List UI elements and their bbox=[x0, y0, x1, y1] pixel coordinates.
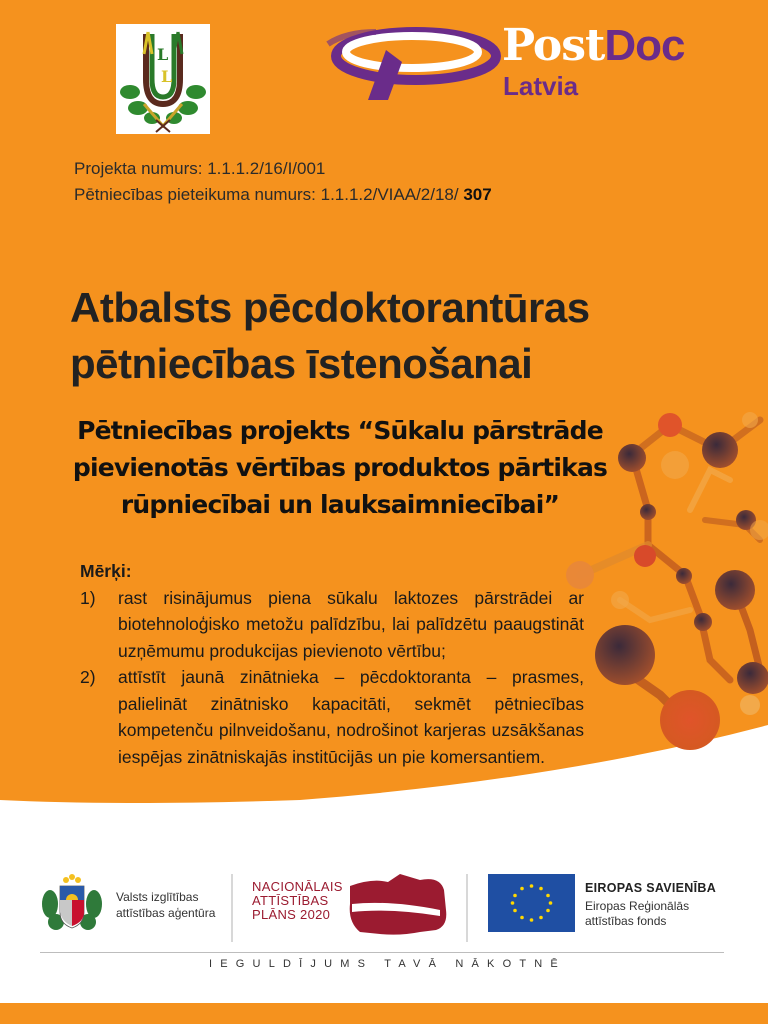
project-number: Projekta numurs: 1.1.1.2/16/I/001 bbox=[74, 159, 326, 178]
bottom-orange-stripe bbox=[0, 1003, 768, 1024]
eu-fund-label: Eiropas Reģionālās attīstības fonds bbox=[585, 899, 690, 928]
postdoc-doc: Doc bbox=[604, 21, 685, 70]
project-subtitle: Pētniecības projekts “Sūkalu pārstrāde pievienotās vērtības produktos pārtikas rūpniecībai un lauksaimniecībai” bbox=[72, 416, 608, 519]
goals-heading: Mērķi: bbox=[80, 561, 132, 581]
eu-title: EIROPAS SAVIENĪBA bbox=[585, 881, 717, 895]
page-title: Atbalsts pēcdoktorantūras pētniecības īstenošanai bbox=[70, 284, 590, 387]
slogan: IEGULDĪJUMS TAVĀ NĀKOTNĒ bbox=[209, 958, 566, 970]
eu-flag-icon bbox=[488, 874, 575, 932]
goal-item: 1) rast risinājumus piena sūkalu laktozes pārstrādei ar biotehnoloģisko metožu palīdzību, lai palīdzētu paaugstināt uzņēmumu produkcijas pievienoto vērtību; bbox=[80, 587, 584, 661]
postdoc-wordmark bbox=[502, 22, 684, 70]
application-number: Pētniecības pieteikuma numurs: 1.1.1.2/VIAA/2/18/ 307 bbox=[74, 185, 492, 204]
application-number-bold: 307 bbox=[463, 185, 492, 204]
llu-logo bbox=[116, 24, 210, 134]
viaa-label: Valsts izglītības attīstības aģentūra bbox=[116, 890, 216, 920]
nap-2020-label: NACIONĀLAIS ATTĪSTĪBAS PLĀNS 2020 bbox=[252, 879, 343, 922]
latvia-map-icon bbox=[350, 874, 447, 935]
goal-item: 2) attīstīt jaunā zinātnieka – pēcdoktoranta – prasmes, palielināt zinātnisko kapacitāti, sekmēt pētniecības kompetenču pilnveidošanu, nodrošinot karjeras uzsākšanas iespējas zinātniskajās institūcijās un pie komersantiem. bbox=[80, 667, 584, 767]
project-numbers bbox=[74, 156, 492, 208]
goals-section bbox=[80, 558, 584, 770]
svg-text:L: L bbox=[161, 67, 173, 86]
latvia-coat-of-arms-icon bbox=[42, 874, 102, 930]
footer-divider bbox=[40, 952, 724, 953]
postdoc-latvia: Latvia bbox=[503, 71, 579, 101]
postdoc-post: Post bbox=[502, 20, 605, 71]
svg-text:L: L bbox=[157, 45, 169, 64]
